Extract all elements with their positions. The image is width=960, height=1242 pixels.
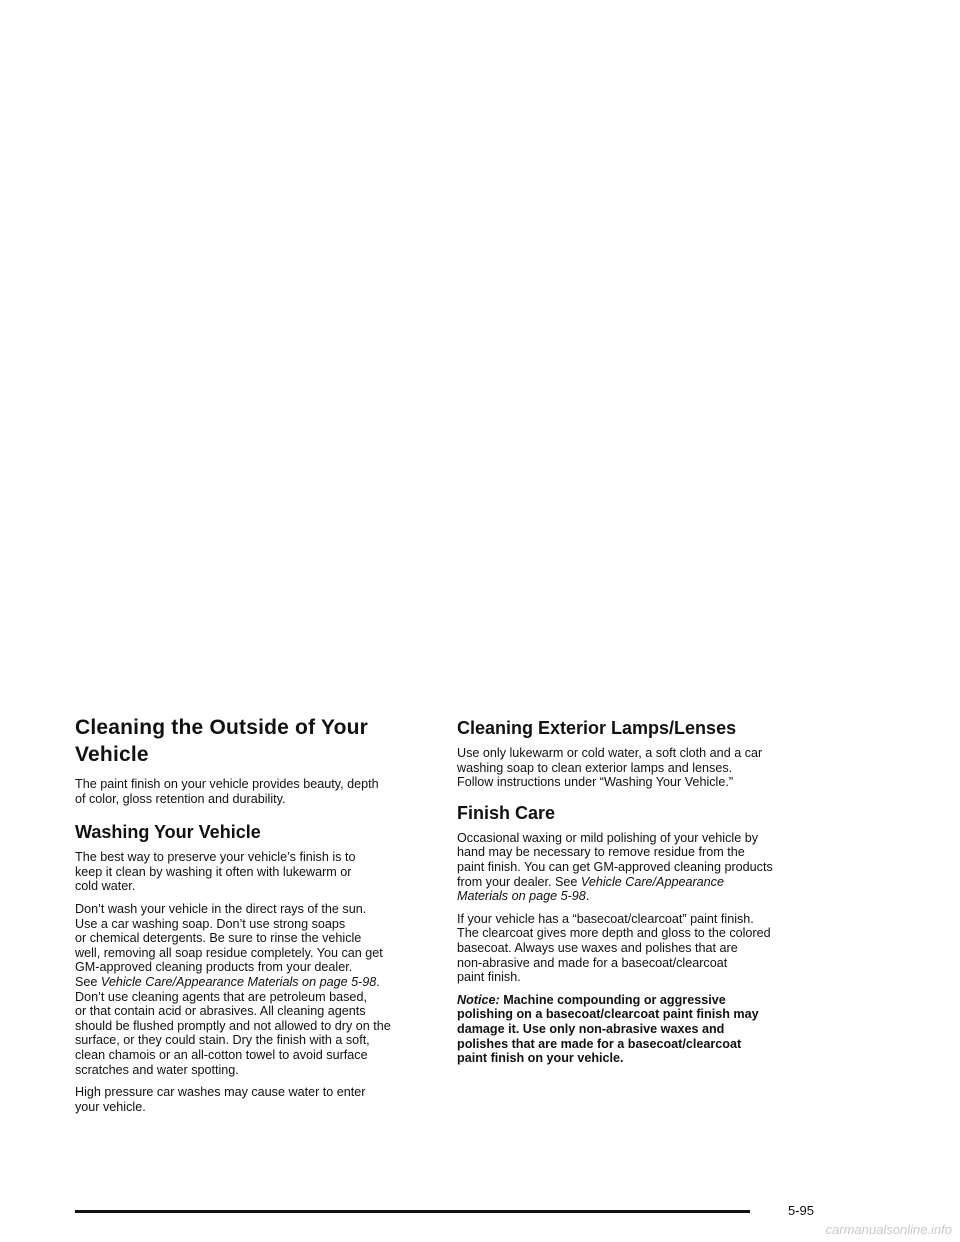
section-title xyxy=(75,714,437,768)
finish-paragraph-1 xyxy=(457,831,819,904)
finish-p1-text: Occasional waxing or mild polishing of your vehicle by hand may be necessary to remove residue from the paint finish. You can get GM-approved cleaning products from your dealer. See xyxy=(457,830,773,889)
notice-paragraph xyxy=(457,993,819,1066)
notice-label: Notice: xyxy=(457,992,500,1007)
footer-rule xyxy=(75,1210,750,1213)
washing-p2-text: Don’t wash your vehicle in the direct rays of the sun. Use a car washing soap. Don’t use strong soaps or chemical detergents. Be sure to rinse the vehicle well, removing all soap residue completely. You can get GM-approved cleaning products from your dealer. See xyxy=(75,901,383,989)
washing-heading: Washing Your Vehicle xyxy=(75,822,261,843)
watermark: carmanualsonline.info xyxy=(825,1222,952,1237)
materials-reference-link[interactable]: Vehicle Care/Appearance Materials on page 5-98 xyxy=(457,874,724,904)
finish-care-heading: Finish Care xyxy=(457,802,556,823)
materials-reference-link[interactable]: Vehicle Care/Appearance Materials on page 5-98 xyxy=(100,974,377,989)
lamps-heading: Cleaning Exterior Lamps/Lenses xyxy=(457,718,737,738)
finish-paragraph-2: If your vehicle has a “basecoat/clearcoat” paint finish. The clearcoat gives more depth and gloss to the colored basecoat. Always use waxes and polishes that are non-abrasive and made for a basecoat/clearcoat paint finish. xyxy=(457,911,771,985)
washing-paragraph-3: High pressure car washes may cause water to enter your vehicle. xyxy=(75,1085,366,1114)
notice-text: Machine compounding or aggressive polishing on a basecoat/clearcoat paint finish may damage it. Use only non-abrasive waxes and polishes that are made for a basecoat/clearcoat paint finish on your vehicle. xyxy=(457,992,759,1066)
washing-paragraph-2 xyxy=(75,902,437,1077)
lamps-paragraph: Use only lukewarm or cold water, a soft cloth and a car washing soap to clean exterior lamps and lenses. Follow instructions under “Washing Your Vehicle.” xyxy=(457,746,763,790)
left-column xyxy=(75,714,437,1122)
intro-paragraph: The paint finish on your vehicle provides beauty, depth of color, gloss retention and durability. xyxy=(75,777,379,806)
finish-p1-text-after: . xyxy=(585,889,590,904)
section-title-line2: Vehicle xyxy=(75,743,149,766)
washing-paragraph-1: The best way to preserve your vehicle’s finish is to keep it clean by washing it often with lukewarm or cold water. xyxy=(75,850,356,894)
washing-p2-text-after: . Don’t use cleaning agents that are petroleum based, or that contain acid or abrasives. All cleaning agents should be flushed promptly and not allowed to dry on the surface, or they could stain. Dry the finish with a soft, clean chamois or an all-cotton towel to avoid surface scratches and water spotting. xyxy=(75,974,391,1077)
right-column xyxy=(457,717,819,1074)
page-number: 5-95 xyxy=(788,1203,815,1218)
section-title-line1: Cleaning the Outside of Your xyxy=(75,716,369,739)
